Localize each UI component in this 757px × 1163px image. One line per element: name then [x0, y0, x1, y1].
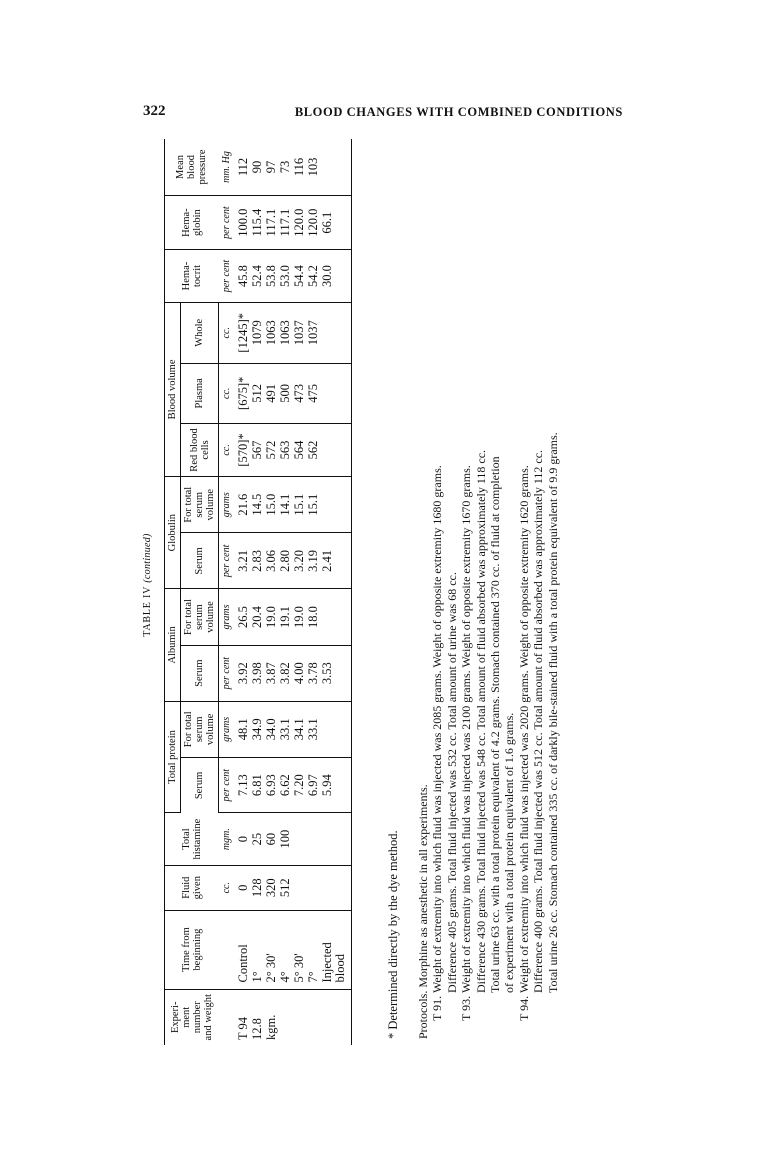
data-table — [164, 139, 352, 1045]
table-row: 5° 30' 7.20 34.1 4.00 19.0 3.20 15.1 564 473 1037 54.4 120.0 116 — [293, 139, 307, 1045]
col-alb-total: For total serum volume — [181, 589, 219, 645]
col-hemoglobin: Hema- globin — [165, 195, 219, 249]
table-row: 4° 512 100 6.62 33.1 3.82 19.1 2.80 14.1 563 500 1063 53.0 117.1 73 — [279, 139, 293, 1045]
col-hematocrit: Hema- tocrit — [165, 250, 219, 303]
col-tp-serum: Serum — [181, 758, 219, 813]
page-number: 322 — [143, 103, 166, 119]
col-glob-serum: Serum — [181, 533, 219, 589]
col-histamine: Total histamine — [165, 813, 219, 865]
col-pressure: Mean blood pressure — [165, 139, 219, 195]
group-blood-volume: Blood volume — [165, 302, 181, 476]
col-glob-total: For total serum volume — [181, 477, 219, 533]
protocol-entry: T 91. Weight of extremity into which fluid was injected was 2085 grams. Weight of opposite extremity 1680 grams. Difference 405 grams. Total fluid injected was 532 cc. Total amount of urine was 68 cc. — [430, 465, 459, 1021]
table-row: kgm. 2° 30' 320 60 6.93 34.0 3.87 19.0 3.06 15.0 572 491 1063 53.8 117.1 97 — [265, 139, 279, 1045]
col-time: Time from beginning — [165, 910, 219, 989]
col-plasma: Plasma — [181, 363, 219, 423]
protocols-intro: Protocols. Morphine as anesthetic in all experiments. — [416, 784, 430, 1039]
col-red-cells: Red blood cells — [181, 423, 219, 476]
col-whole: Whole — [181, 302, 219, 363]
group-total-protein: Total protein — [165, 701, 181, 813]
table-row: 7° 6.97 33.1 3.78 18.0 3.19 15.1 562 475 1037 54.2 120.0 103 — [307, 139, 321, 1045]
group-albumin: Albumin — [165, 589, 181, 701]
col-experiment: Experi- ment number and weight — [165, 989, 219, 1045]
units-row: cc. mgm. per cent grams per cent grams per cent grams cc. cc. cc. per cent per cent mm. Hg — [219, 139, 238, 1045]
page-header — [143, 103, 623, 123]
group-globulin: Globulin — [165, 477, 181, 589]
protocols-section — [416, 139, 560, 1039]
rotated-table-block — [134, 125, 674, 1045]
table-title: TABLE IV (continued) — [142, 533, 153, 637]
table-footnote: * Determined directly by the dye method. — [386, 830, 400, 1039]
table-row: 12.8 1° 128 25 6.81 34.9 3.98 20.4 2.83 14.5 567 512 1079 52.4 115.4 90 — [251, 139, 265, 1045]
running-head: BLOOD CHANGES WITH COMBINED CONDITIONS — [294, 105, 623, 119]
col-fluid: Fluid given — [165, 865, 219, 910]
table-row: Injected blood 5.94 3.53 2.41 30.0 66.1 — [321, 139, 352, 1045]
protocol-entry: T 94. Weight of extremity into which fluid was injected was 2020 grams. Weight of opposite extremity 1620 grams. Difference 400 grams. Total fluid injected was 512 cc. Total amount of fluid absorbed was approximately 112 cc. Total urine 26 cc. Stomach contained 335 cc. of darkly bile-stained fluid with a total protein equivalent of 9.9 grams. — [516, 432, 560, 1021]
protocol-entry: T 93. Weight of extremity into which fluid was injected was 2100 grams. Weight of opposite extremity 1670 grams. Difference 430 grams. Total fluid injected was 548 cc. Total amount of fluid absorbed was approximately 118 cc. Total urine 63 cc. with a total protein equivalent of 4.2 grams. Stomach contained 370 cc. of fluid at completion of experiment with a total protein equivalent of 1.6 grams. — [459, 449, 517, 1021]
col-alb-serum: Serum — [181, 645, 219, 701]
col-tp-total: For total serum volume — [181, 701, 219, 757]
table-row: T 94 Control 0 0 7.13 48.1 3.92 26.5 3.21 21.6 [570]* [675]* [1245]* 45.8 100.0 112 — [237, 139, 251, 1045]
